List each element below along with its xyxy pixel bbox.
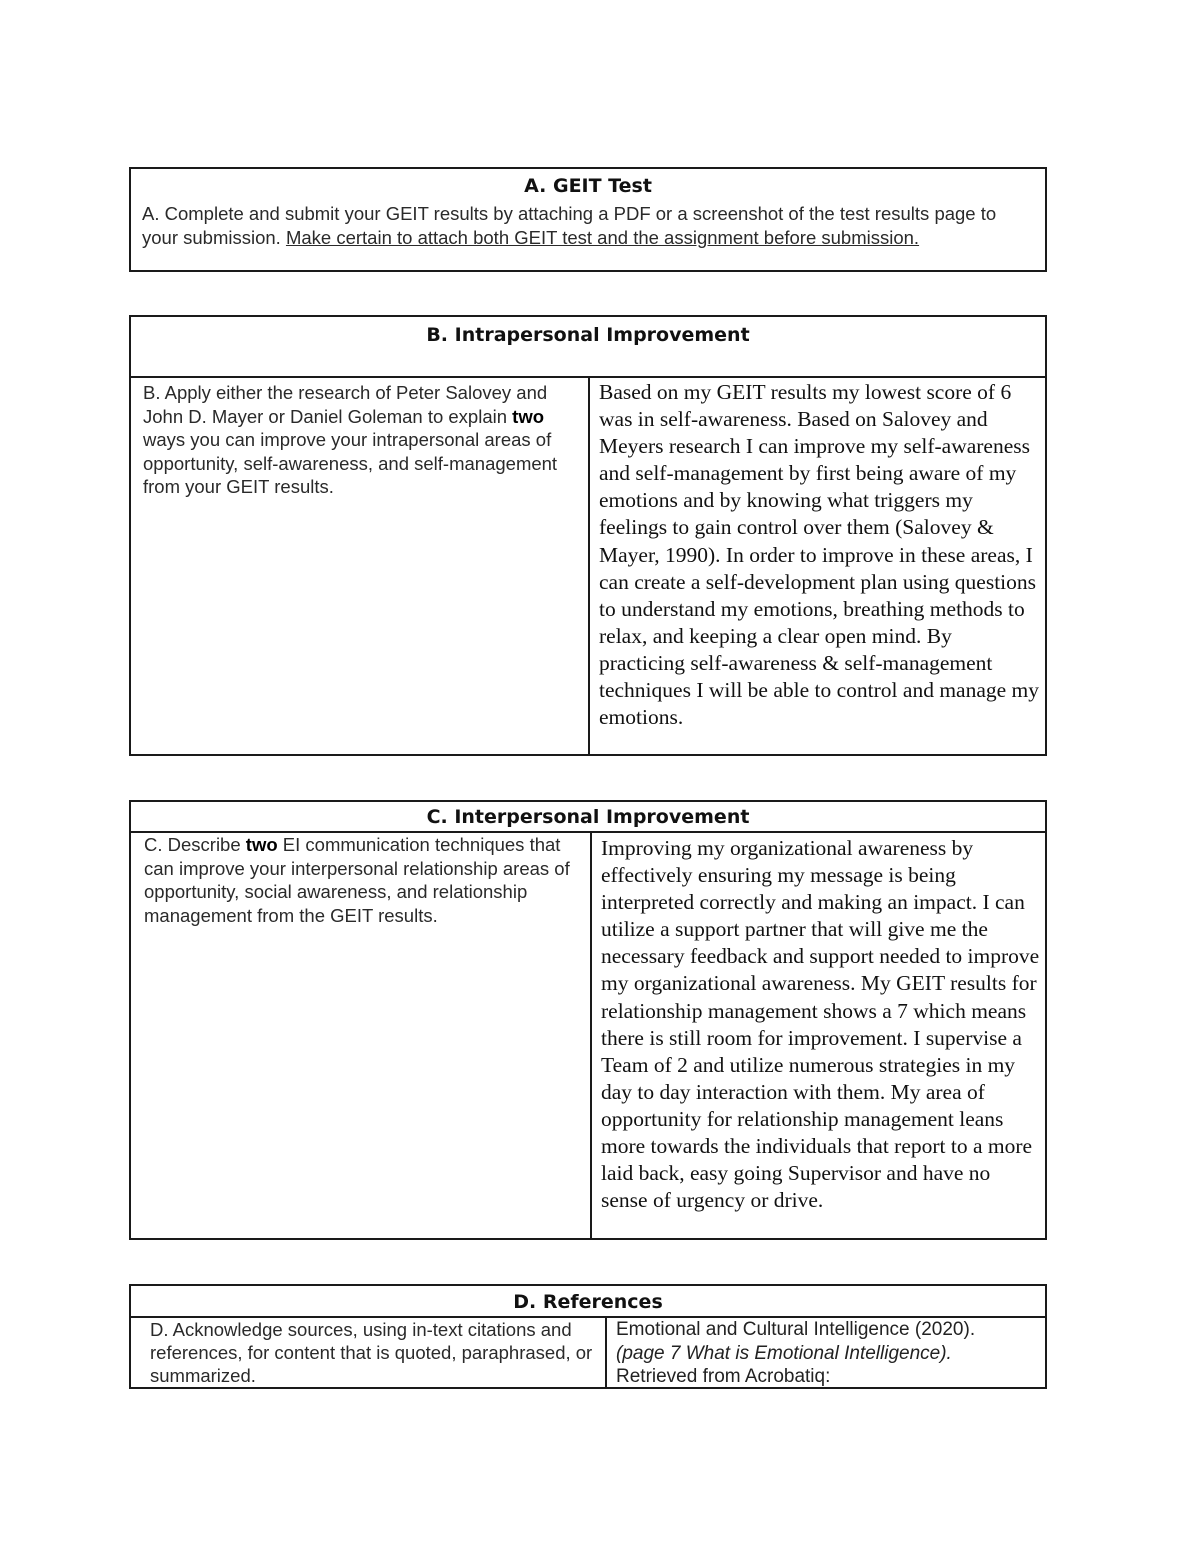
section-d-column-divider xyxy=(605,1316,607,1387)
section-a-prompt-text: A. Complete and submit your GEIT results by attaching a PDF or a screenshot of the test results page to your submission. xyxy=(142,203,997,248)
section-a-submission-note: Make certain to attach both GEIT test and the assignment before submission. xyxy=(285,226,920,248)
section-a-prompt xyxy=(142,202,1031,249)
section-c-prompt-end: EI communication techniques that can improve your interpersonal relationship areas of opportunity, social awareness, and relationship management from the GEIT results. xyxy=(144,834,570,926)
reference-citation-title: Emotional and Cultural Intelligence (2020). xyxy=(616,1319,976,1340)
section-c-column-divider xyxy=(590,831,592,1238)
section-b-column-divider xyxy=(588,376,590,754)
reference-citation-source: Retrieved from Acrobatiq: xyxy=(616,1366,831,1388)
section-b-heading: B. Intrapersonal Improvement xyxy=(426,324,750,346)
section-b-prompt-end: ways you can improve your intrapersonal areas of opportunity, self-awareness, and self-management from your GEIT results. xyxy=(143,429,558,498)
section-c-answer: Improving my organizational awareness by effectively ensuring my message is being interpreted correctly and making an impact. I can utilize a support partner that will give me the necessary feedback and support needed to improve my organizational awareness. My GEIT results for relationship management shows a 7 which means there is still room for improvement. I supervise a Team of 2 and utilize numerous strategies in my day to day interaction with them. My area of opportunity for relationship management leans more towards the individuals that report to a more laid back, easy going Supervisor and have no sense of urgency or drive. xyxy=(601,836,1040,1213)
section-d-answer xyxy=(616,1318,1026,1389)
section-c-prompt-bold: two xyxy=(245,834,278,855)
section-a-heading: A. GEIT Test xyxy=(524,175,652,197)
section-d-prompt: D. Acknowledge sources, using in-text citations and references, for content that is quoted, paraphrased, or summarized. xyxy=(150,1319,593,1386)
section-d-heading: D. References xyxy=(513,1291,663,1313)
section-a-geit-test xyxy=(129,167,1047,272)
section-d-references xyxy=(129,1284,1047,1389)
section-c-prompt xyxy=(144,833,584,927)
section-b-answer: Based on my GEIT results my lowest score of 6 was in self-awareness. Based on Salovey and Meyers research I can improve my self-awareness and self-management by first being aware of my emotions and by knowing what triggers my feelings to gain control over them (Salovey & Mayer, 1990). In order to improve in these areas, I can create a self-development plan using questions to understand my emotions, breathing methods to relax, and keeping a clear open mind. By practicing self-awareness & self-management techniques I will be able to control and manage my emotions. xyxy=(599,380,1040,730)
reference-citation-italic: (page 7 What is Emotional Intelligence). xyxy=(616,1342,952,1364)
section-c-interpersonal xyxy=(129,800,1047,1240)
section-c-prompt-start: C. Describe xyxy=(144,834,246,855)
section-b-intrapersonal xyxy=(129,315,1047,756)
section-b-prompt-start: B. Apply either the research of Peter Salovey and John D. Mayer or Daniel Goleman to explain xyxy=(143,382,548,427)
section-b-prompt-bold: two xyxy=(512,405,545,427)
section-c-heading: C. Interpersonal Improvement xyxy=(426,806,750,828)
section-b-prompt xyxy=(143,381,573,499)
